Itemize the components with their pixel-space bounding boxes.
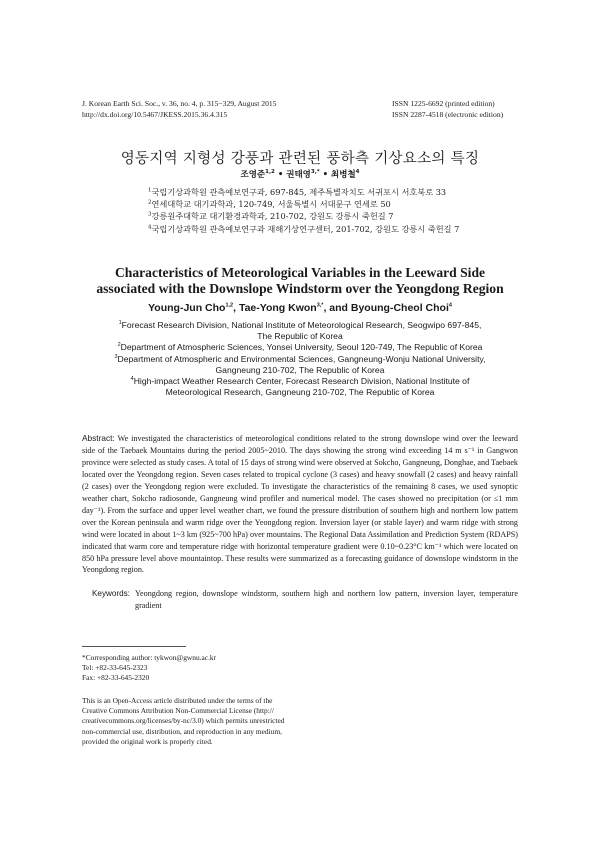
author-name: Byoung-Cheol Choi	[350, 302, 449, 314]
english-affiliation-line	[80, 342, 520, 353]
abstract	[82, 433, 518, 576]
english-affiliation-line	[80, 376, 520, 387]
abstract-text: We investigated the characteristics of meteorological conditions related to the strong downslope wind over the leeward side of the Taebaek Mountains during the period 2005~2010. The days showing the strong wind exceeding 14 m s⁻¹ in Gangwon province were selected as study cases. A total of 15 days of strong wind were observed at Sokcho, Gangneung, Donghae, and Taebaek located over the Yeongdong region. Seven cases related to tropical cyclone (3 cases) and heavy snowfall (2 cases) and heavy rainfall (2 cases) over the Yeongdong region were excluded. To investigate the characteristics of the remaining 8 cases, we used synoptic weather chart, Sokcho radiosonde, Gangneung wind profiler and numerical model. The cases showed no precipitation (or ≤1 mm day⁻¹). From the surface and upper level weather chart, we found the pressure distribution of southern high and northern low pattern over the Korean peninsula and warm ridge over the Yeongdong region. Inversion layer (or stable layer) and warm ridge with strong wind were located in about 1~3 km (925~700 hPa) over mountains. The Regional Data Assimilation and Prediction System (RDAPS) indicated that warm core and temperature ridge with horizontal temperature gradient were 0.10~0.23°C km⁻¹ which were located on 850 hPa pressure level above mountaintop. These results were summarized as a forecasting guidance of downslope windstorm in the Yeongdong region.	[82, 434, 518, 575]
license-notice	[82, 696, 292, 747]
english-affiliation-line: Meteorological Research, Gangneung 210-702, The Republic of Korea	[165, 387, 435, 398]
affiliation-text: 강릉원주대학교 대기환경과학과, 210-702, 강원도 강릉시 죽헌길 7	[151, 211, 394, 222]
license-line: Creative Commons Attribution Non-Commercial License (http://	[82, 706, 274, 716]
corresponding-fax: Fax: +82-33-645-2320	[82, 673, 150, 683]
author-separator: , and	[323, 302, 351, 314]
issn-print: ISSN 1225-6692 (printed edition)	[392, 99, 495, 108]
author-name: 권태영	[286, 170, 311, 180]
english-affiliation-line: Gangneung 210-702, The Republic of Korea	[215, 364, 385, 375]
keywords	[92, 588, 518, 612]
author-name: Young-Jun Cho	[148, 302, 226, 314]
english-authors	[0, 302, 600, 314]
english-affiliations	[80, 320, 520, 398]
author-sup: 3,*	[310, 169, 320, 176]
journal-citation: J. Korean Earth Sci. Soc., v. 36, no. 4, p. 315−329, August 2015	[82, 99, 277, 108]
author-sup: 4	[448, 302, 452, 309]
author-sup: 1,2	[225, 302, 234, 309]
corresponding-email: *Corresponding author: tykwon@gwnu.ac.kr	[82, 653, 217, 662]
english-title-line: Characteristics of Meteorological Variables in the Leeward Side	[114, 265, 486, 280]
author-name: 최병철	[331, 170, 356, 180]
corresponding-tel: Tel: +82-33-645-2323	[82, 663, 148, 673]
english-title	[60, 265, 540, 297]
keywords-label: Keywords:	[92, 589, 130, 598]
korean-affiliation	[148, 198, 459, 210]
affiliation-number: 3	[148, 211, 152, 218]
affiliation-text: 국립기상과학원 관측예보연구과, 697-845, 제주특별자치도 서귀포시 서호북로 33	[151, 187, 447, 197]
korean-affiliations	[148, 186, 459, 235]
license-line: provided the original work is properly cited.	[82, 736, 213, 746]
affiliation-number: 1	[148, 187, 152, 194]
author-name: Tae-Yong Kwon	[238, 302, 317, 314]
author-sup: 4	[355, 169, 360, 176]
korean-affiliation	[148, 223, 459, 235]
korean-title: 영동지역 지형성 강풍과 관련된 풍하측 기상요소의 특징	[120, 151, 480, 167]
english-affiliation-line	[80, 320, 520, 331]
english-affiliation-line: The Republic of Korea	[257, 331, 343, 342]
author-name: 조영준	[240, 170, 266, 180]
corresponding-author-footnote	[82, 653, 216, 684]
author-sup: 1,2	[265, 169, 275, 176]
author-separator: •	[319, 170, 332, 180]
affiliation-text: Department of Atmospheric Sciences, Yonsei University, Seoul 120-749, The Republic of Korea	[120, 342, 483, 353]
affiliation-text: High-impact Weather Research Center, Forecast Research Division, National Institute of	[133, 376, 470, 387]
author-sup: 3,*	[316, 302, 324, 309]
abstract-label: Abstract:	[82, 433, 115, 443]
affiliation-number: 2	[148, 199, 152, 206]
journal-header-left	[82, 99, 276, 120]
doi-link[interactable]: http://dx.doi.org/10.5467/JKESS.2015.36.4.315	[82, 109, 228, 119]
keywords-text: Yeongdong region, downslope windstorm, southern high and northern low pattern, inversion layer, temperature gradient	[135, 589, 518, 610]
affiliation-text: Forecast Research Division, National Institute of Meteorological Research, Seogwipo 697-845,	[121, 320, 482, 330]
license-line: non-commercial use, distribution, and reproduction in any medium,	[82, 726, 282, 736]
journal-header-right	[392, 99, 503, 120]
issn-electronic: ISSN 2287-4518 (electronic edition)	[392, 109, 504, 119]
license-line: creativecommons.org/licenses/by-nc/3.0) which permits unrestricted	[82, 716, 285, 726]
affiliation-number: 1	[118, 320, 122, 327]
author-separator: •	[274, 170, 287, 180]
affiliation-text: Department of Atmospheric and Environmental Sciences, Gangneung-Wonju National University,	[117, 353, 486, 364]
affiliation-number: 2	[117, 342, 121, 349]
korean-affiliation	[148, 186, 459, 198]
korean-affiliation	[148, 210, 459, 222]
english-title-line: associated with the Downslope Windstorm over the Yeongdong Region	[96, 281, 504, 296]
footnote-divider	[82, 646, 186, 647]
english-affiliation-line	[80, 354, 520, 365]
korean-authors	[0, 168, 600, 180]
affiliation-text: 연세대학교 대기과학과, 120-749, 서울특별시 서대문구 연세로 50	[151, 199, 391, 210]
affiliation-number: 4	[148, 223, 152, 230]
author-separator: ,	[233, 302, 239, 314]
affiliation-number: 4	[130, 376, 134, 383]
affiliation-number: 3	[114, 353, 118, 360]
license-line: This is an Open-Access article distributed under the terms of the	[82, 696, 273, 705]
affiliation-text: 국립기상과학원 관측예보연구과 재해기상연구센터, 201-702, 강원도 강릉시 죽헌길 7	[151, 223, 460, 234]
